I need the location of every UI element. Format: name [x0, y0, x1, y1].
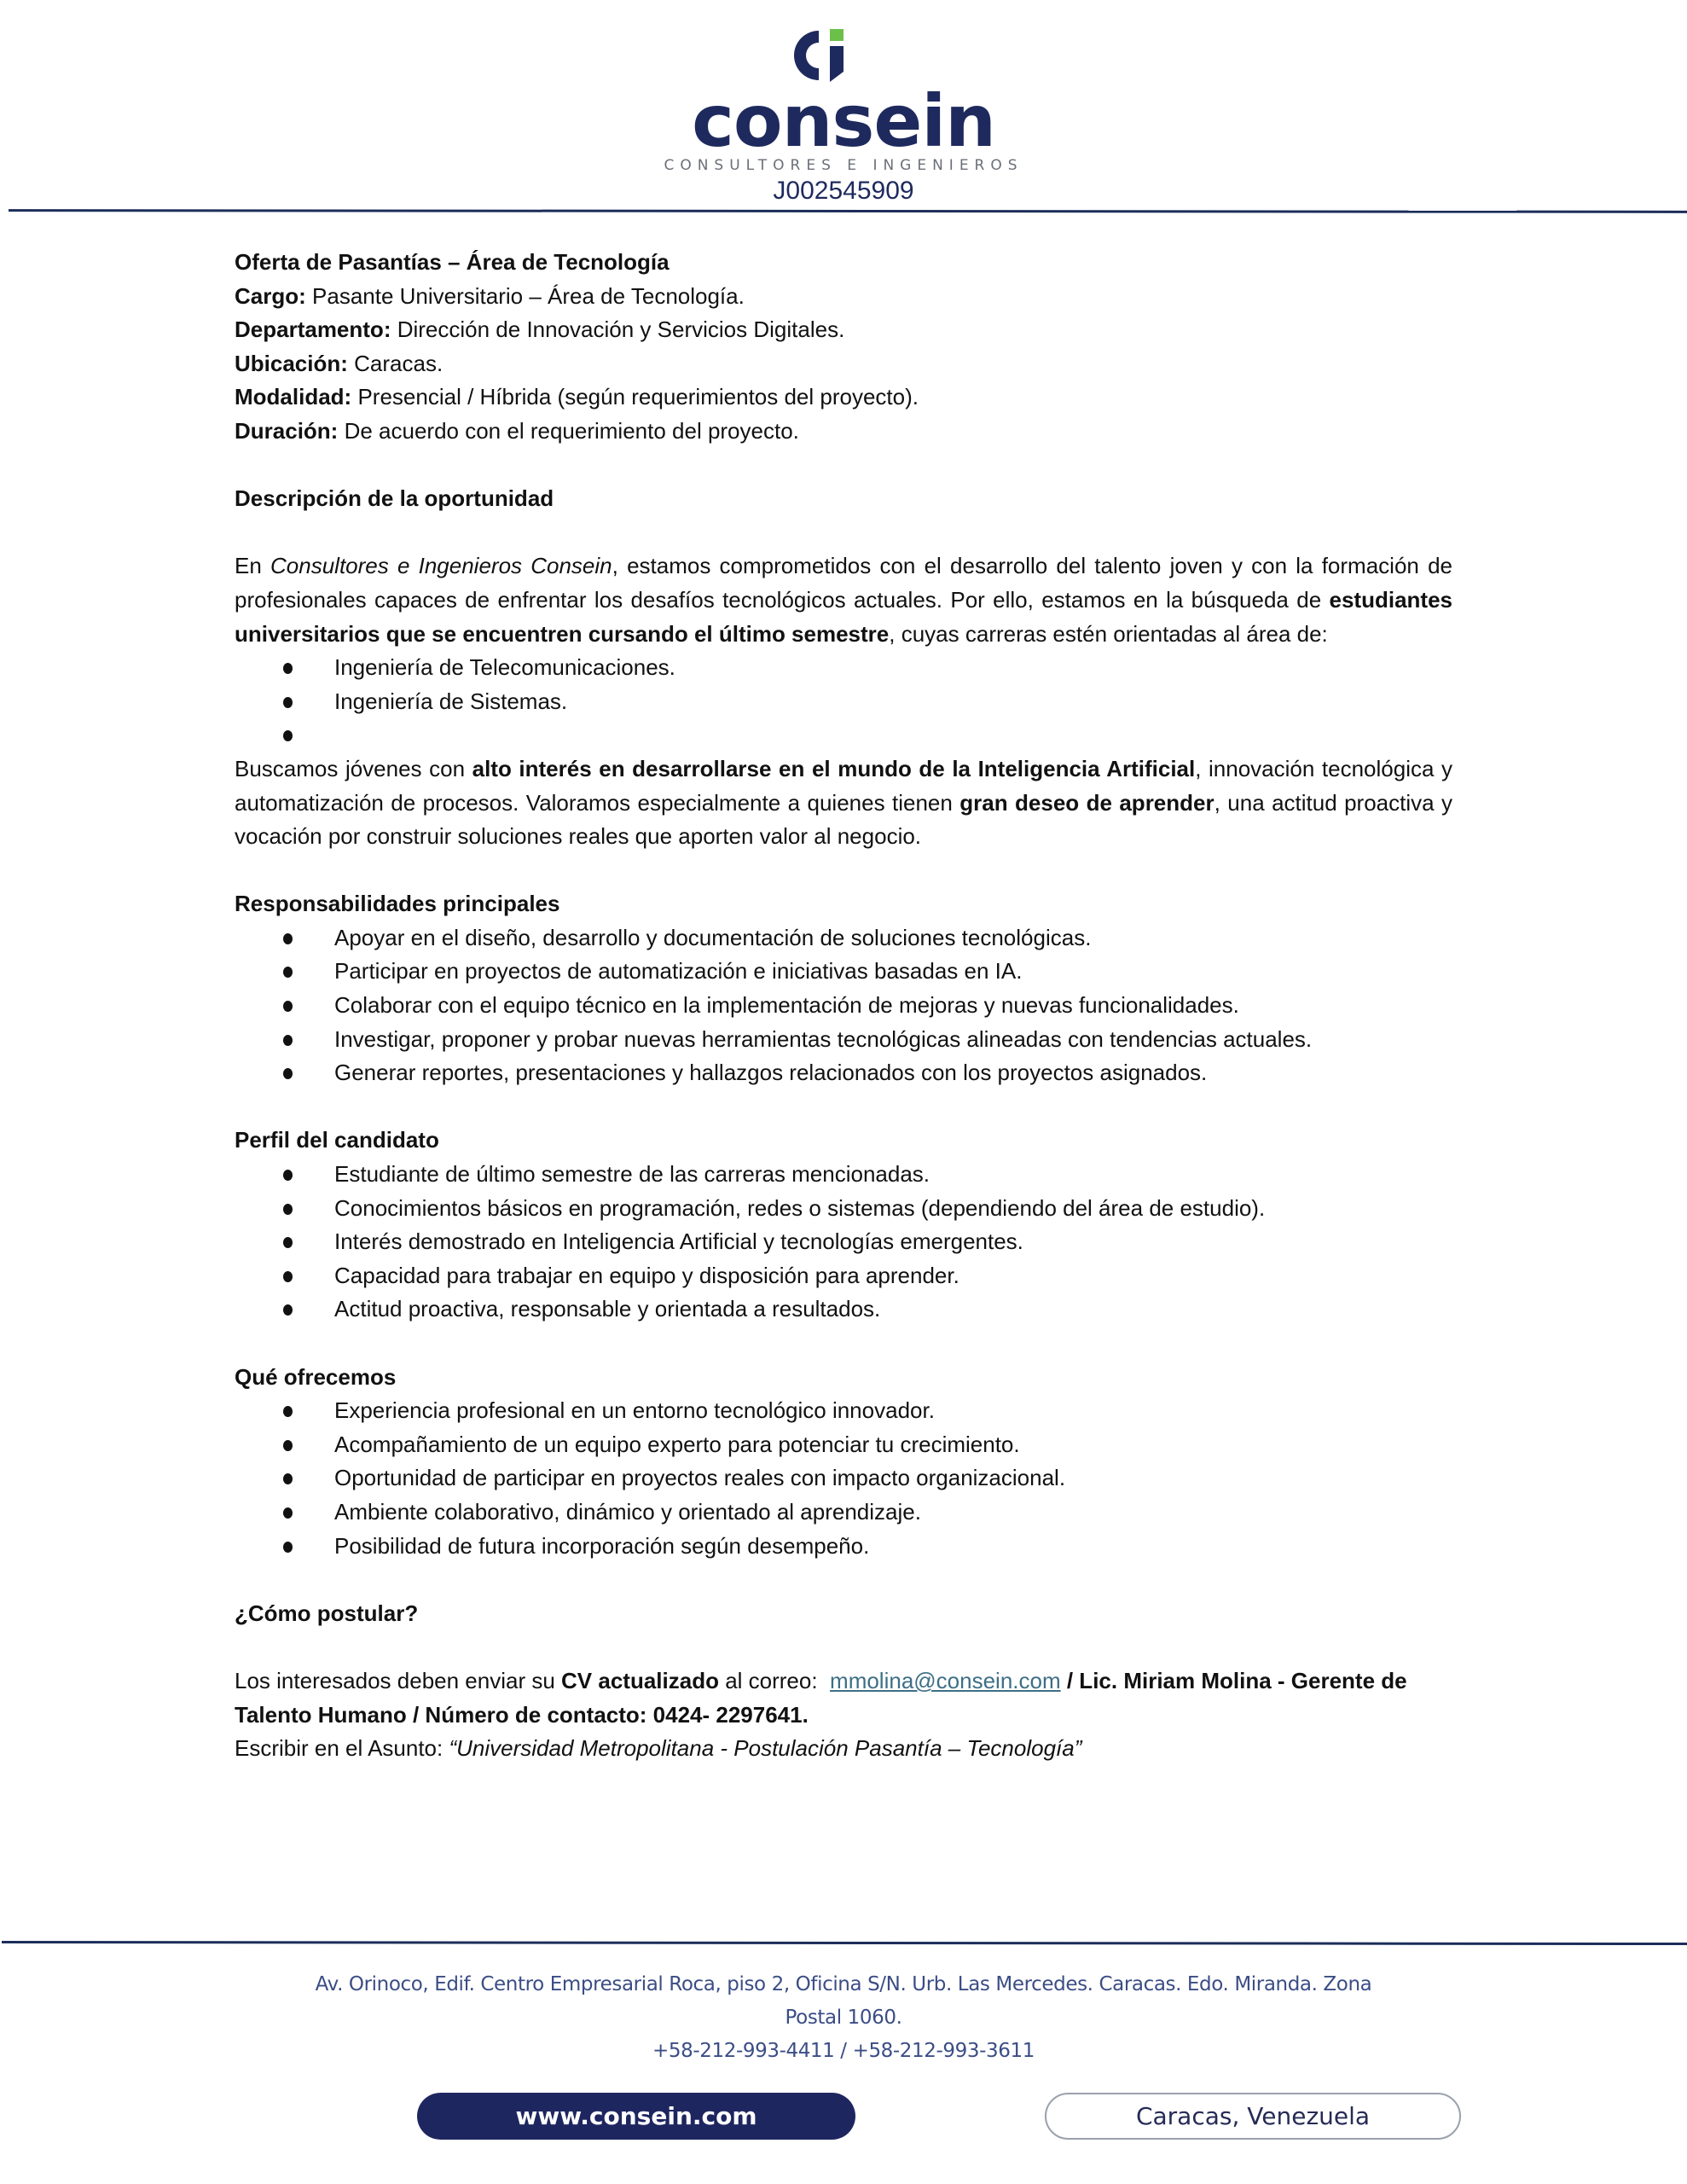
profile-list: [235, 1158, 1452, 1327]
field-duracion: Duración: De acuerdo con el requerimiento del proyecto.: [235, 417, 799, 444]
bullet-icon: [283, 1440, 293, 1451]
footer-address-line-2: Postal 1060.: [785, 2007, 902, 2029]
field-modalidad: Modalidad: Presencial / Híbrida (según requerimientos del proyecto).: [235, 384, 919, 410]
footer-address-line-1: Av. Orinoco, Edif. Centro Empresarial Roca, piso 2, Oficina S/N. Urb. Las Mercedes. Caracas. Edo. Miranda. Zona: [315, 1973, 1372, 1995]
footer-phones: +58-212-993-4411 / +58-212-993-3611: [652, 2040, 1035, 2062]
responsibilities-heading: Responsabilidades principales: [235, 891, 560, 917]
bullet-icon: [283, 1542, 293, 1553]
bullet-icon: [283, 663, 293, 674]
bullet-icon: [283, 730, 293, 741]
description-paragraph-2: Buscamos jóvenes con alto interés en desarrollarse en el mundo de la Inteligencia Artificial, innovación tecnológica y automatización de procesos. Valoramos especialmente a quienes tienen gran deseo de aprender, una actitud proactiva y vocación por construir soluciones reales que aporten valor al negocio.: [235, 755, 1453, 850]
list-item: Experiencia profesional en un entorno tecnológico innovador.: [235, 1394, 1452, 1428]
list-item: Estudiante de último semestre de las carreras mencionadas.: [235, 1158, 1452, 1192]
company-rif: J002545909: [773, 177, 914, 205]
list-item: Conocimientos básicos en programación, redes o sistemas (dependiendo del área de estudio).: [235, 1192, 1452, 1226]
offer-title: Oferta de Pasantías – Área de Tecnología: [235, 249, 670, 275]
offers-heading: Qué ofrecemos: [235, 1363, 397, 1390]
list-item: Participar en proyectos de automatización e iniciativas basadas en IA.: [235, 955, 1452, 989]
bullet-icon: [283, 1304, 293, 1316]
list-item: Capacidad para trabajar en equipo y disposición para aprender.: [235, 1259, 1452, 1293]
bullet-icon: [283, 1406, 293, 1417]
list-item: Ingeniería de Telecomunicaciones.: [235, 651, 1452, 685]
bullet-icon: [283, 1068, 293, 1079]
website-link[interactable]: www.consein.com: [417, 2093, 855, 2140]
bullet-icon: [283, 1473, 293, 1484]
bullet-icon: [283, 1170, 293, 1181]
list-item: Colaborar con el equipo técnico en la implementación de mejoras y nuevas funcionalidades.: [235, 989, 1452, 1023]
bullet-icon: [283, 1204, 293, 1215]
list-item: Investigar, proponer y probar nuevas herramientas tecnológicas alineadas con tendencias actuales.: [235, 1023, 1452, 1057]
field-departamento: Departamento: Dirección de Innovación y Servicios Digitales.: [235, 317, 845, 343]
description-paragraph-1: En Consultores e Ingenieros Consein, estamos comprometidos con el desarrollo del talento joven y con la formación de profesionales capaces de enfrentar los desafíos tecnológicos actuales. Por ello, estamos en la búsqueda de estudiantes universitarios que se encuentren cursando el último semestre, cuyas carreras estén orientadas al área de:: [235, 553, 1452, 647]
list-item: Ambiente colaborativo, dinámico y orientado al aprendizaje.: [235, 1496, 1452, 1530]
bullet-icon: [283, 697, 293, 708]
profile-heading: Perfil del candidato: [235, 1127, 439, 1153]
document-body: [235, 246, 1452, 1766]
header-divider: [9, 209, 1687, 213]
bullet-icon: [283, 967, 293, 978]
careers-list: [235, 651, 1452, 752]
apply-subject: Escribir en el Asunto: “Universidad Metropolitana - Postulación Pasantía – Tecnología”: [235, 1735, 1082, 1762]
consein-logo-icon: [790, 27, 848, 84]
bullet-icon: [283, 1035, 293, 1046]
list-item: Interés demostrado en Inteligencia Artificial y tecnologías emergentes.: [235, 1225, 1452, 1259]
bullet-icon: [283, 1507, 293, 1519]
email-link[interactable]: mmolina@consein.com: [830, 1667, 1061, 1693]
list-item: Posibilidad de futura incorporación según desempeño.: [235, 1530, 1452, 1564]
list-item: Ingeniería de Sistemas.: [235, 685, 1452, 719]
bullet-icon: [283, 1271, 293, 1282]
logo-wordmark: consein: [692, 79, 995, 163]
list-item: Generar reportes, presentaciones y hallazgos relacionados con los proyectos asignados.: [235, 1056, 1452, 1090]
logo-subtitle: CONSULTORES E INGENIEROS: [664, 157, 1023, 174]
offers-list: [235, 1394, 1452, 1563]
list-item-empty: [235, 718, 1452, 752]
field-ubicacion: Ubicación: Caracas.: [235, 350, 443, 376]
list-item: Oportunidad de participar en proyectos reales con impacto organizacional.: [235, 1461, 1452, 1496]
list-item: Apoyar en el diseño, desarrollo y documentación de soluciones tecnológicas.: [235, 921, 1452, 956]
apply-instructions: Los interesados deben enviar su CV actualizado al correo: mmolina@consein.com / Lic. Miriam Molina - Gerente de Talento Humano / Número de contacto: 0424- 2297641.: [235, 1667, 1407, 1728]
footer-divider: [2, 1941, 1687, 1945]
apply-heading: ¿Cómo postular?: [235, 1600, 419, 1626]
bullet-icon: [283, 933, 293, 944]
responsibilities-list: [235, 921, 1452, 1090]
description-heading: Descripción de la oportunidad: [235, 485, 554, 512]
city-badge: Caracas, Venezuela: [1045, 2093, 1461, 2140]
list-item: Acompañamiento de un equipo experto para potenciar tu crecimiento.: [235, 1428, 1452, 1462]
list-item: Actitud proactiva, responsable y orientada a resultados.: [235, 1292, 1452, 1327]
bullet-icon: [283, 1237, 293, 1248]
bullet-icon: [283, 1001, 293, 1012]
field-cargo: Cargo: Pasante Universitario – Área de Tecnología.: [235, 282, 745, 309]
